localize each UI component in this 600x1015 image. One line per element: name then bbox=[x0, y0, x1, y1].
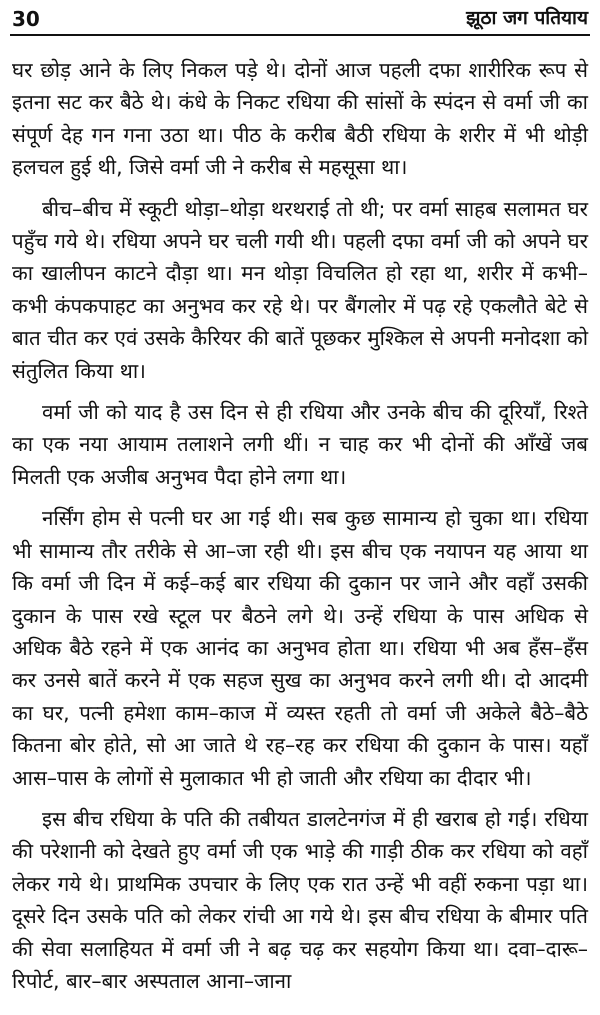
paragraph-3: वर्मा जी को याद है उस दिन से ही रधिया और उनके बीच की दूरियाँ, रिश्ते का एक नया आयाम तलाशने लगी थीं। न चाह कर भी दोनों की आँखें जब मिलती एक अजीब अनुभव पैदा होने लगा था। bbox=[12, 400, 588, 489]
header-divider bbox=[10, 34, 590, 36]
page-number: 30 bbox=[12, 7, 40, 31]
paragraph-1: घर छोड़ आने के लिए निकल पड़े थे। दोनों आज पहली दफा शारीरिक रूप से इतना सट कर बैठे थे। कंधे के निकट रधिया की सांसों के स्पंदन से वर्मा जी का संपूर्ण देह गन गना उठा था। पीठ के करीब बैठी रधिया के शरीर में भी थोड़ी हलचल हुई थी, जिसे वर्मा जी ने करीब से महसूसा था। bbox=[12, 58, 588, 180]
body-text bbox=[12, 54, 588, 1006]
paragraph-4: नर्सिंग होम से पत्नी घर आ गई थी। सब कुछ सामान्य हो चुका था। रधिया भी सामान्य तौर तरीके से आ–जा रही थी। इस बीच एक नयापन यह आया था कि वर्मा जी दिन में कई–कई बार रधिया की दुकान पर जाने और वहाँ उसकी दुकान के पास रखे स्टूल पर बैठने लगे थे। उन्हें रधिया के पास अधिक से अधिक बैठे रहने में एक आनंद का अनुभव होता था। रधिया भी अब हँस–हँस कर उनसे बातें करने में एक सहज सुख का अनुभव करने लगी थी। दो आदमी का घर, पत्नी हमेशा काम–काज में व्यस्त रहती तो वर्मा जी अकेले बैठे–बैठे कितना बोर होते, सो आ जाते थे रह–रह कर रधिया की दुकान के पास। यहाँ आस–पास के लोगों से मुलाकात भी हो जाती और रधिया का दीदार भी। bbox=[12, 506, 588, 790]
page-header bbox=[0, 0, 600, 38]
running-title: झूठा जग पतियाय bbox=[466, 7, 588, 29]
paragraph-5: इस बीच रधिया के पति की तबीयत डालटेनगंज में ही खराब हो गई। रधिया की परेशानी को देखते हुए वर्मा जी एक भाड़े की गाड़ी ठीक कर रधिया को वहाँ लेकर गये थे। प्राथमिक उपचार के लिए एक रात उन्हें भी वहीं रुकना पड़ा था। दूसरे दिन उसके पति को लेकर रांची आ गये थे। इस बीच रधिया के बीमार पति की सेवा सलाहियत में वर्मा जी ने बढ़ चढ़ कर सहयोग किया था। दवा–दारू–रिपोर्ट, बार–बार अस्पताल आना–जाना bbox=[12, 806, 588, 993]
paragraph-2: बीच–बीच में स्कूटी थोड़ा–थोड़ा थरथराई तो थी; पर वर्मा साहब सलामत घर पहुँच गये थे। रधिया अपने घर चली गयी थी। पहली दफा वर्मा जी को अपने घर का खालीपन काटने दौड़ा था। मन थोड़ा विचलित हो रहा था, शरीर में कभी–कभी कंपकपाहट का अनुभव कर रहे थे। पर बैंगलोर में पढ़ रहे एकलौते बेटे से बात चीत कर एवं उसके कैरियर की बातें पूछकर मुश्किल से अपनी मनोदशा को संतुलित किया था। bbox=[12, 196, 588, 383]
